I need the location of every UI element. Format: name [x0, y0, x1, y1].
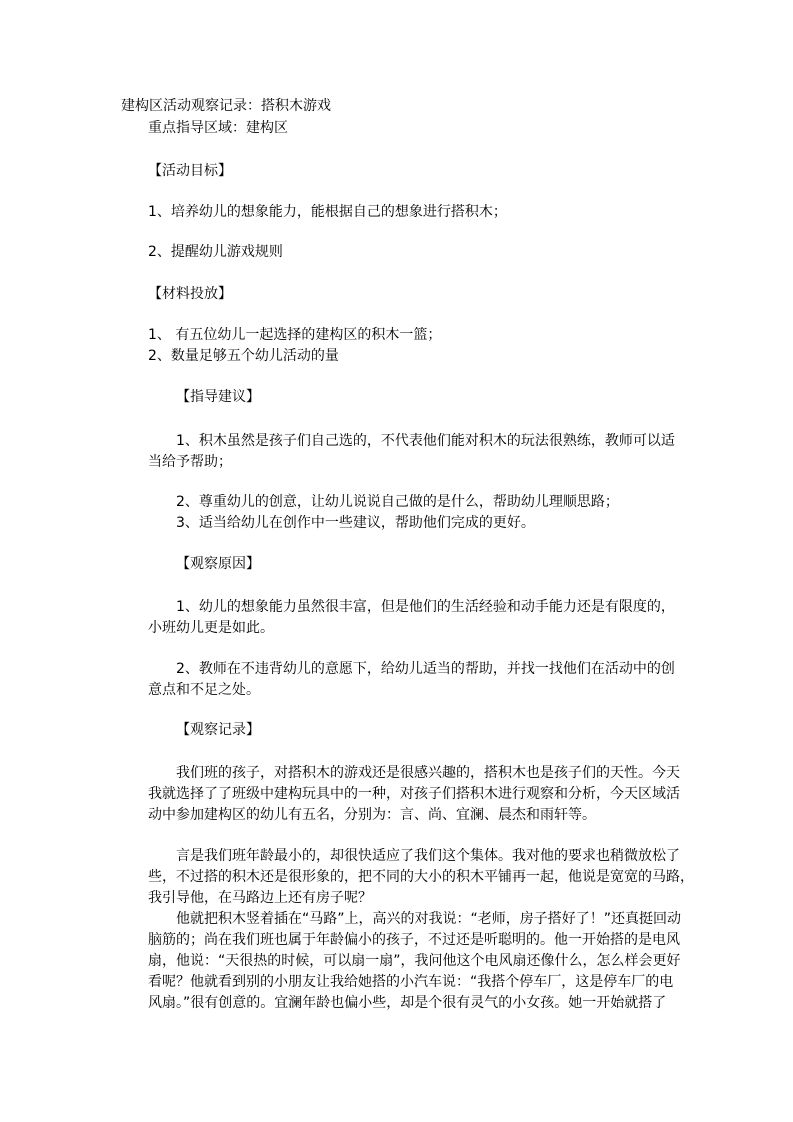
- record-paragraph-line: 风扇。”很有创意的。宜澜年龄也偏小些，却是个很有灵气的小女孩。她一开始就搭了: [148, 995, 667, 1011]
- goals-heading: 【活动目标】: [148, 163, 232, 179]
- record-paragraph-line: 扇，他说：“天很热的时候，可以扇一扇”，我问他这个电风扇还像什么，怎么样会更好: [148, 953, 681, 969]
- record-paragraph-line: 些，不过搭的积木还是很形象的，把不同的大小的积木平铺再一起，他说是宽宽的马路，: [148, 869, 694, 885]
- reason-item-line: 2、教师在不违背幼儿的意愿下，给幼儿适当的帮助，并找一找他们在活动中的创: [176, 661, 675, 677]
- guidance-item: 3、适当给幼儿在创作中一些建议，帮助他们完成的更好。: [176, 515, 535, 531]
- reason-item-line: 小班幼儿更是如此。: [148, 620, 274, 636]
- record-paragraph-line: 他就把积木竖着插在“马路”上，高兴的对我说：“老师，房子搭好了！”还真挺回动: [176, 911, 682, 927]
- reasons-heading: 【观察原因】: [176, 556, 260, 572]
- goal-item: 2、提醒幼儿游戏规则: [148, 244, 283, 260]
- material-item: 1、 有五位幼儿一起选择的建构区的积木一篮；: [148, 327, 442, 343]
- guidance-heading: 【指导建议】: [176, 389, 260, 405]
- record-paragraph-line: 看呢？他就看到别的小朋友让我给她搭的小汽车说：“我搭个停车厂，这是停车厂的电: [148, 974, 674, 990]
- material-item: 2、数量足够五个幼儿活动的量: [148, 348, 339, 364]
- goal-item: 1、培养幼儿的想象能力，能根据自己的想象进行搭积木；: [148, 204, 507, 220]
- guidance-item: 2、尊重幼儿的创意，让幼儿说说自己做的是什么，帮助幼儿理顺思路；: [176, 494, 619, 510]
- focus-area: 重点指导区域：建构区: [148, 120, 288, 136]
- record-paragraph-line: 我就选择了了班级中建构玩具中的一种，对孩子们搭积木进行观察和分析，今天区域活: [148, 786, 680, 802]
- record-heading: 【观察记录】: [176, 722, 260, 738]
- record-paragraph-line: 言是我们班年龄最小的，却很快适应了我们这个集体。我对他的要求也稍微放松了: [176, 848, 680, 864]
- materials-heading: 【材料投放】: [148, 286, 232, 302]
- reason-item-line: 1、幼儿的想象能力虽然很丰富，但是他们的生活经验和动手能力还是有限度的，: [176, 599, 675, 615]
- record-paragraph-line: 我们班的孩子，对搭积木的游戏还是很感兴趣的，搭积木也是孩子们的天性。今天: [176, 765, 680, 781]
- document-title: 建构区活动观察记录：搭积木游戏: [121, 98, 331, 114]
- record-paragraph-line: 我引导他，在马路边上还有房子呢？: [148, 890, 372, 906]
- guidance-item-line: 当给予帮助；: [148, 454, 232, 470]
- record-paragraph-line: 动中参加建构区的幼儿有五名，分别为：言、尚、宜澜、晨杰和雨轩等。: [148, 807, 596, 823]
- record-paragraph-line: 脑筋的；尚在我们班也属于年龄偏小的孩子，不过还是听聪明的。他一开始搭的是电风: [148, 932, 680, 948]
- reason-item-line: 意点和不足之处。: [148, 682, 260, 698]
- guidance-item-line: 1、积木虽然是孩子们自己选的，不代表他们能对积木的玩法很熟练，教师可以适: [176, 433, 675, 449]
